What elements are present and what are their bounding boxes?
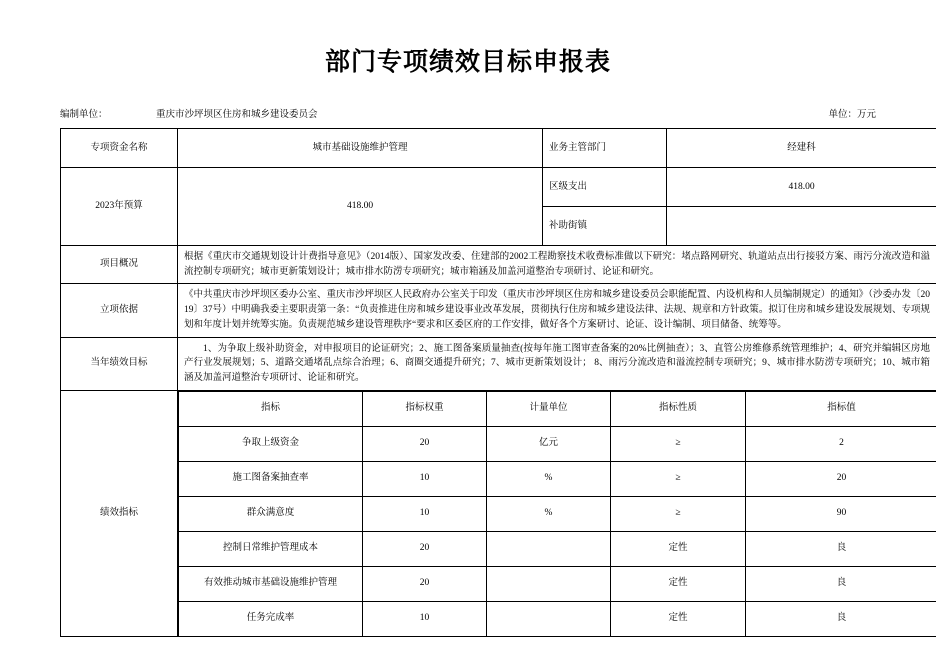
budget-value: 418.00: [178, 168, 543, 246]
metric-weight: 20: [363, 531, 487, 566]
overview-text: 根据《重庆市交通规划设计计费指导意见》（2014版）、国家发改委、住建部的2002工程勘察技术收费标准做以下研究：堵点路网研究、轨道站点出行接驳方案、雨污分流改造和溢流控制专项研究；城市更新策划设计；城市排水防涝专项研究；城市箱涵及加盖河道整治专项研讨、论证和研究。: [178, 246, 936, 284]
metric-name: 施工图备案抽查率: [179, 461, 363, 496]
metric-nature: ≥: [611, 496, 746, 531]
table-row: [179, 426, 936, 461]
metrics-header-unit: 计量单位: [487, 391, 611, 426]
table-row: [179, 601, 936, 636]
metric-nature: ≥: [611, 461, 746, 496]
district-expense-label: 区级支出: [543, 168, 667, 207]
metric-nature: 定性: [611, 601, 746, 636]
metrics-container: [178, 390, 936, 637]
metrics-header-name: 指标: [179, 391, 363, 426]
dept-value: 经建科: [667, 129, 936, 168]
subsidy-label: 补助街镇: [543, 207, 667, 246]
metric-weight: 10: [363, 496, 487, 531]
fund-name-value: 城市基础设施维护管理: [178, 129, 543, 168]
dept-label: 业务主管部门: [543, 129, 667, 168]
unit-note: 单位：万元: [828, 110, 876, 120]
metric-unit: [487, 566, 611, 601]
compiler-label: 编制单位：: [60, 110, 108, 120]
metric-value: 良: [746, 566, 936, 601]
fund-name-label: 专项资金名称: [61, 129, 178, 168]
basis-label: 立项依据: [61, 284, 178, 337]
metrics-header-weight: 指标权重: [363, 391, 487, 426]
table-row-fund-name: [61, 129, 936, 168]
table-row-basis: [61, 284, 936, 337]
metric-name: 任务完成率: [179, 601, 363, 636]
metrics-header-value: 指标值: [746, 391, 936, 426]
table-row: [179, 531, 936, 566]
table-row: [179, 496, 936, 531]
metric-nature: 定性: [611, 531, 746, 566]
district-expense-value: 418.00: [667, 168, 936, 207]
table-row: [179, 566, 936, 601]
table-row-budget-district: [61, 168, 936, 207]
compiler-value: 重庆市沙坪坝区住房和城乡建设委员会: [156, 110, 318, 120]
metric-value: 2: [746, 426, 936, 461]
page-title: 部门专项绩效目标申报表: [324, 49, 611, 76]
metric-value: 20: [746, 461, 936, 496]
metric-unit: %: [487, 461, 611, 496]
metric-weight: 10: [363, 461, 487, 496]
table-row-metrics: [61, 390, 936, 637]
table-row: [179, 461, 936, 496]
metric-unit: [487, 531, 611, 566]
metric-weight: 10: [363, 601, 487, 636]
subsidy-value: [667, 207, 936, 246]
overview-label: 项目概况: [61, 246, 178, 284]
metrics-header-nature: 指标性质: [611, 391, 746, 426]
document-meta-row: [60, 106, 876, 120]
metrics-header-row: [179, 391, 936, 426]
metric-weight: 20: [363, 426, 487, 461]
metric-unit: %: [487, 496, 611, 531]
metrics-table: [178, 391, 936, 637]
annual-goal-label: 当年绩效目标: [61, 337, 178, 390]
metric-name: 争取上级资金: [179, 426, 363, 461]
table-row-annual-goal: [61, 337, 936, 390]
metric-unit: 亿元: [487, 426, 611, 461]
performance-declaration-table: [60, 128, 936, 637]
metric-value: 良: [746, 531, 936, 566]
annual-goal-text: 1、为争取上级补助资金，对申报项目的论证研究；2、施工图备案质量抽查(按每年施工图审查备案的20%比例抽查）；3、直管公房维修系统管理维护；4、研究并编辑区房地产行业发展规划；5、道路交通堵乱点综合治理；6、商圈交通提升研究；7、城市更新策划设计； 8、雨污分流改造和溢流控制专项研究；9、城市排水防涝专项研究；10、城市箱涵及加盖河道整治专项研讨、论证和研究。: [178, 337, 936, 390]
metric-value: 良: [746, 601, 936, 636]
metric-unit: [487, 601, 611, 636]
metric-name: 控制日常维护管理成本: [179, 531, 363, 566]
metric-weight: 20: [363, 566, 487, 601]
metric-nature: 定性: [611, 566, 746, 601]
basis-text: 《中共重庆市沙坪坝区委办公室、重庆市沙坪坝区人民政府办公室关于印发（重庆市沙坪坝区住房和城乡建设委员会职能配置、内设机构和人员编制规定）的通知》（沙委办发〔2019〕37号）中明确我委主要职责第一条：“负责推进住房和城乡建设事业改革发展，贯彻执行住房和城乡建设法律、法规、规章和方针政策。拟订住房和城乡建设发展规划、专项规划和年度计划并统筹实施。负责规范城乡建设管理秩序“要求和区委区府的工作安排，做好各个方案研讨、论证、设计编制、项目储备、统筹等。: [178, 284, 936, 337]
metric-name: 群众满意度: [179, 496, 363, 531]
budget-label: 2023年预算: [61, 168, 178, 246]
table-row-overview: [61, 246, 936, 284]
metric-name: 有效推动城市基础设施维护管理: [179, 566, 363, 601]
metric-value: 90: [746, 496, 936, 531]
metrics-section-label: 绩效指标: [61, 390, 178, 637]
metrics-table-body: [179, 391, 936, 636]
metric-nature: ≥: [611, 426, 746, 461]
